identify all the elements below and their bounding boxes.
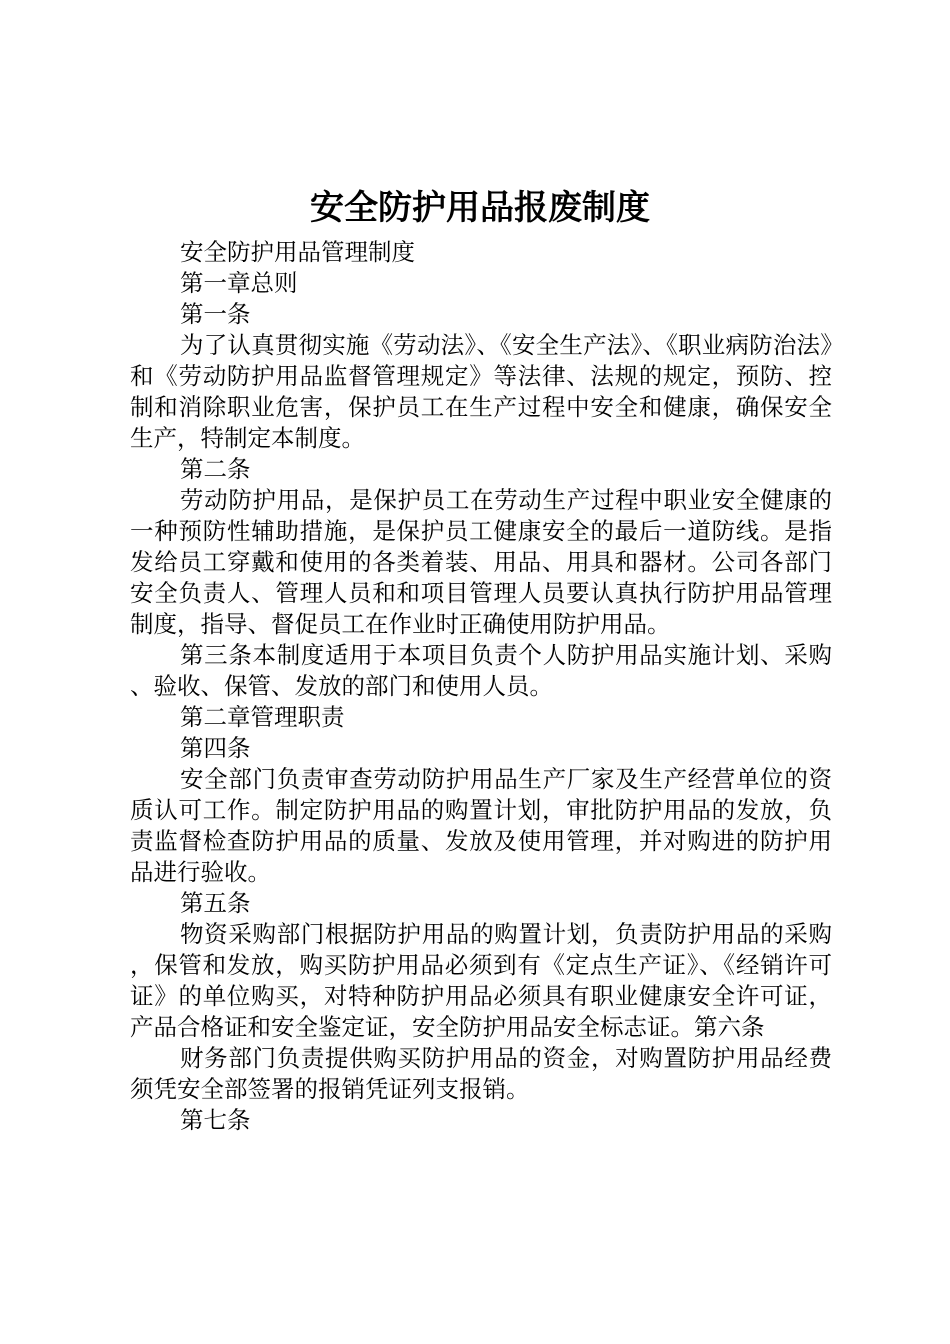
article-heading: 第七条: [180, 1106, 251, 1134]
paragraph: 为了认真贯彻实施《劳动法》、《安全生产法》、《职业病防治法》和《劳动防护用品监督管理规定》等法律、法规的规定，预防、控制和消除职业危害，保护员工在生产过程中安全和健康，确保安全生产，特制定本制度。: [130, 331, 832, 452]
paragraph: 财务部门负责提供购买防护用品的资金，对购置防护用品经费须凭安全部签署的报销凭证列支报销。: [130, 1044, 832, 1103]
paragraph: 安全防护用品管理制度: [180, 238, 415, 266]
paragraph: 第三条本制度适用于本项目负责个人防护用品实施计划、采购、验收、保管、发放的部门和使用人员。: [130, 641, 832, 700]
paragraph: 安全部门负责审查劳动防护用品生产厂家及生产经营单位的资质认可工作。制定防护用品的购置计划，审批防护用品的发放，负责监督检查防护用品的质量、发放及使用管理，并对购进的防护用品进行验收。: [130, 765, 832, 886]
chapter-heading: 第一章总则: [180, 269, 298, 297]
document-body: [130, 237, 832, 1136]
article-heading: 第二条: [180, 455, 251, 483]
chapter-heading: 第二章管理职责: [180, 703, 345, 731]
article-heading: 第一条: [180, 300, 251, 328]
article-heading: 第五条: [180, 889, 251, 917]
paragraph: 劳动防护用品，是保护员工在劳动生产过程中职业安全健康的一种预防性辅助措施，是保护员工健康安全的最后一道防线。是指发给员工穿戴和使用的各类着装、用品、用具和器材。公司各部门安全负责人、管理人员和和项目管理人员要认真执行防护用品管理制度，指导、督促员工在作业时正确使用防护用品。: [130, 486, 832, 638]
article-heading: 第四条: [180, 734, 251, 762]
paragraph: 物资采购部门根据防护用品的购置计划，负责防护用品的采购，保管和发放，购买防护用品必须到有《定点生产证》、《经销许可证》的单位购买，对特种防护用品必须具有职业健康安全许可证，产品合格证和安全鉴定证，安全防护用品安全标志证。第六条: [130, 920, 832, 1041]
document-title: 安全防护用品报废制度: [310, 188, 650, 228]
